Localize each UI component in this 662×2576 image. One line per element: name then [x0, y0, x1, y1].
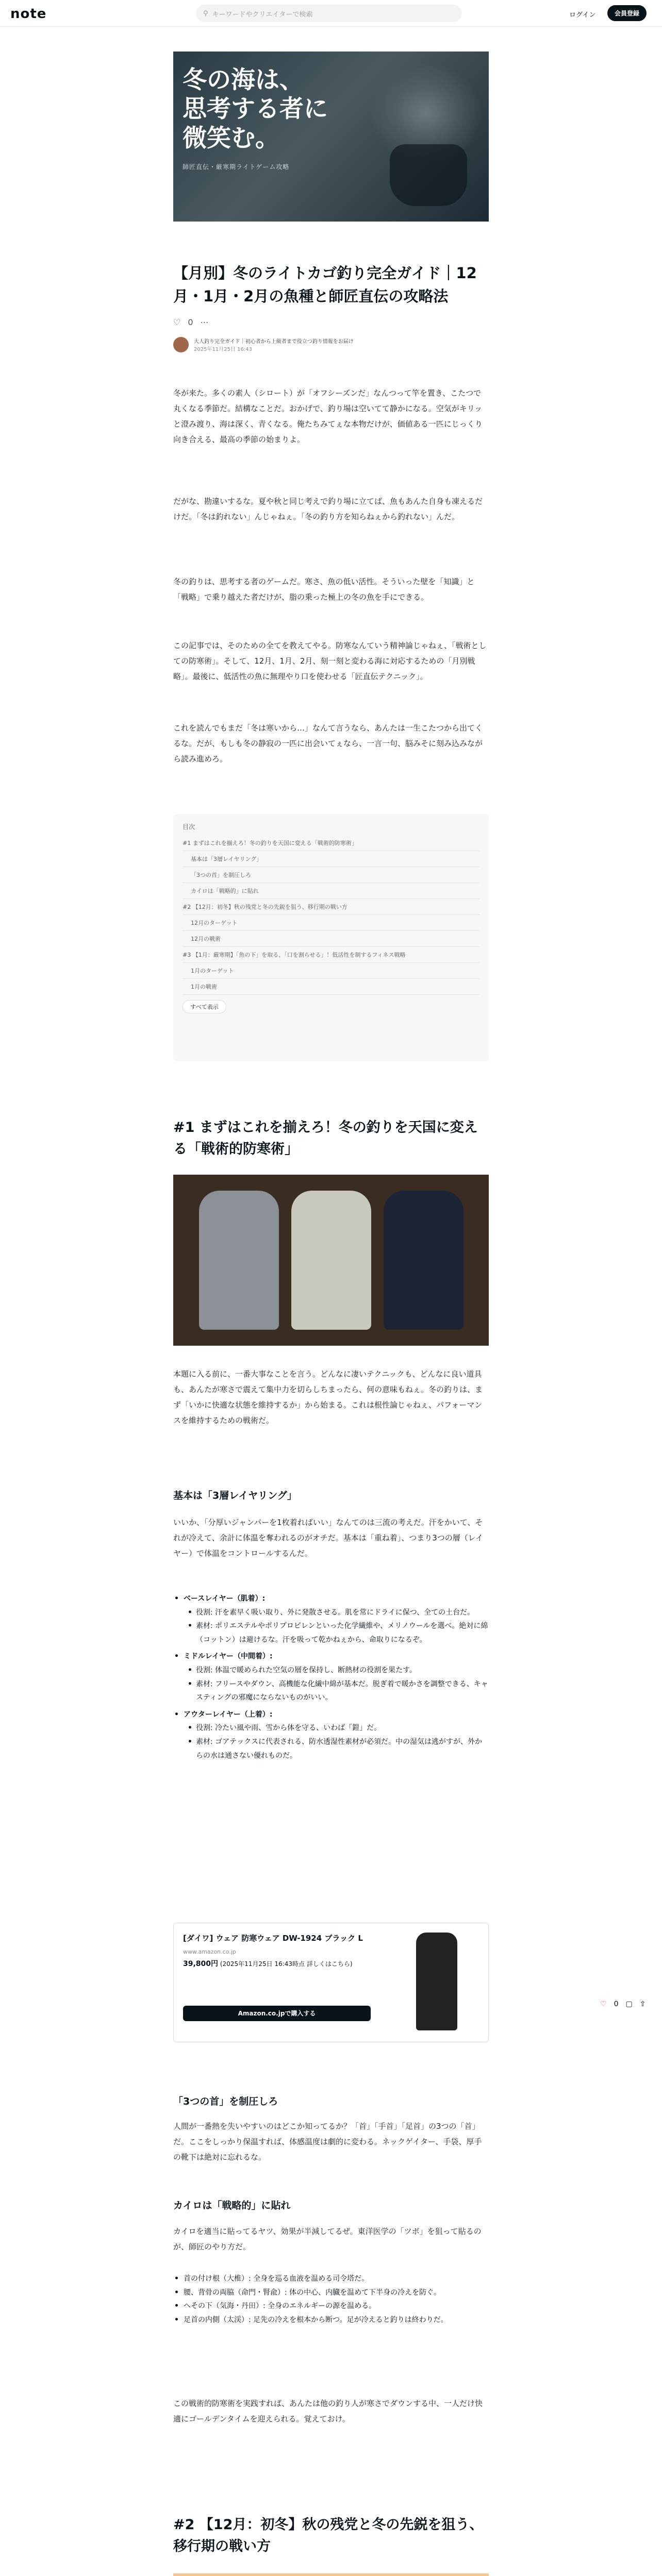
list-item: • アウターレイヤー（上着）: — [173, 1708, 489, 1722]
list-item: • 役割: 体温で暖められた空気の層を保持し、断熱材の役割を果たす。 — [173, 1664, 489, 1677]
product-url: www.amazon.co.jp — [183, 1948, 236, 1955]
sunset-coast-image — [173, 2573, 489, 2576]
list-item: • 素材: フリースやダウン、高機能な化繊中綿が基本だ。脱ぎ着で暖かさを調整できる、キャスティングの邪魔にならないものがいい。 — [173, 1677, 489, 1705]
author-name[interactable]: 大人釣り完全ガイド｜初心者から上級者まで役立つ釣り情報をお届け — [194, 339, 354, 345]
toc-item[interactable]: 「3つの首」を制圧しろ — [183, 867, 479, 883]
list-item: • ミドルレイヤー（中間着）: — [173, 1650, 489, 1664]
list-item: • 腰、背骨の両脇（命門・腎兪）: 体の中心、内臓を温めて下半身の冷えを防ぐ。 — [173, 2286, 489, 2300]
intro-paragraph: 冬が来た。多くの素人（シロート）が「オフシーズンだ」なんつって竿を置き、こたつで丸くなる季節だ。結構なことだ。おかげで、釣り場は空いてて静かになる。空気がキリッと澄み渡り、海は深く、青くなる。俺たちみてぇな本物だけが、価値ある一匹にじっくり向き合える、最高の季節の始まりよ。 — [173, 388, 483, 444]
toc-item[interactable]: 12月のターゲット — [183, 915, 479, 931]
floating-actions — [600, 2000, 646, 2008]
list-item: • 役割: 冷たい風や雨、雪から体を守る、いわば「鎧」だ。 — [173, 1721, 489, 1735]
post-date: 2025年11月25日 16:43 — [194, 347, 252, 352]
product-price: 39,800円 (2025年11月25日 16:43時点 詳しくはこちら) — [183, 1959, 353, 1968]
intro-paragraph: この記事では、そのための全てを教えてやる。防寒なんていう精神論じゃねぇ、「戦術としての防寒術」。そして、12月、1月、2月、刻一刻と変わる海に対応するための「月別戦略」。最後に、低活性の魚に無理やり口を使わせる「匠直伝テクニック」。 — [173, 641, 487, 681]
product-card[interactable] — [173, 1923, 489, 2042]
section-heading: #1 まずはこれを揃えろ！冬の釣りを天国に変える「戦術的防寒術」 — [173, 1120, 478, 1157]
subheading: 「3つの首」を制圧しろ — [173, 2096, 278, 2107]
signup-button[interactable]: 会員登録 — [607, 5, 647, 21]
intro-paragraph: 冬の釣りは、思考する者のゲームだ。寒さ、魚の低い活性。そういった壁を「知識」と「戦略」で乗り越えた者だけが、脂の乗った極上の冬の魚を手にできる。 — [173, 577, 475, 602]
list-item: • 素材: ゴアテックスに代表される、防水透湿性素材が必須だ。中の湿気は逃がすが、外からの水は通さない優れものだ。 — [173, 1735, 489, 1762]
subsection-paragraph: いいか、「分厚いジャンパーを1枚着ればいい」なんてのは三流の考えだ。汗をかいて、それが冷えて、余計に体温を奪われるのがオチだ。基本は「重ね着」、つまり3つの層（レイヤー）で体温をコントロールするんだ。 — [173, 1518, 483, 1558]
toc-item[interactable]: 12月の戦術 — [183, 931, 479, 947]
list-item: • 役割: 汗を素早く吸い取り、外に発散させる。肌を常にドライに保つ、全ての土台だ。 — [173, 1606, 489, 1620]
share-icon[interactable]: ⋯ — [200, 317, 209, 327]
hero-title: 冬の海は、 思考する者に 微笑む。 — [183, 66, 328, 152]
like-icon[interactable]: ♡ — [173, 317, 181, 327]
toc-heading: 目次 — [183, 823, 195, 831]
like-icon[interactable]: ♡ — [600, 2000, 607, 2008]
subsection-paragraph: カイロを適当に貼ってるヤツ、効果が半減してるぜ。東洋医学の「ツボ」を狙って貼るのが、師匠のやり方だ。 — [173, 2227, 482, 2251]
search-placeholder: キーワードやクリエイターで検索 — [212, 10, 313, 19]
section-heading: #2 【12月：初冬】秋の残党と冬の先鋭を狙う、移行期の戦い方 — [173, 2517, 484, 2554]
intro-paragraph: だがな、勘違いするな。夏や秋と同じ考えで釣り場に立てば、魚もあんた自身も凍えるだけだ。「冬は釣れない」んじゃねぇ。「冬の釣り方を知らねぇから釣れない」んだ。 — [173, 497, 483, 521]
toc-item[interactable]: #1 まずはこれを揃えろ！冬の釣りを天国に変える「戦術的防寒術」 — [183, 835, 479, 851]
subheading: カイロは「戦略的」に貼れ — [173, 2200, 291, 2211]
jackets-image — [173, 1175, 489, 1346]
login-link[interactable]: ログイン — [569, 11, 596, 19]
author-block[interactable] — [173, 337, 489, 352]
share-icon[interactable]: ⇧ — [639, 2000, 646, 2008]
beige-jacket-graphic — [291, 1191, 371, 1330]
article-title: 【月別】冬のライトカゴ釣り完全ガイド｜12月・1月・2月の魚種と師匠直伝の攻略法 — [173, 264, 477, 305]
buy-button[interactable]: Amazon.co.jpで購入する — [183, 2006, 371, 2021]
navy-jacket-graphic — [384, 1191, 464, 1330]
list-item: • へその下（気海・丹田）: 全身のエネルギーの源を温める。 — [173, 2299, 489, 2313]
toc-item[interactable]: 基本は「3層レイヤリング」 — [183, 851, 479, 867]
section-paragraph: 本題に入る前に、一番大事なことを言う。どんなに凄いテクニックも、どんなに良い道具も、あんたが寒さで震えて集中力を切らしちまったら、何の意味もねぇ。冬の釣りは、まず「いかに快適な状態を維持するか」から始まる。これは根性論じゃねぇ、パフォーマンスを維持するための戦術だ。 — [173, 1369, 483, 1425]
gray-jacket-graphic — [199, 1191, 279, 1330]
coffee-cup-graphic — [390, 144, 467, 206]
list-item: • 素材: ポリエステルやポリプロピレンといった化学繊維や、メリノウールを選べ。絶対に綿（コットン）は避けるな。汗を吸って乾かねぇから、命取りになるぞ。 — [173, 1619, 489, 1647]
subsection-paragraph: 人間が一番熱を失いやすいのはどこか知ってるか？「首」「手首」「足首」の3つの「首」だ。ここをしっかり保温すれば、体感温度は劇的に変わる。ネックゲイター、手袋、厚手の靴下は絶対に忘れるな。 — [173, 2122, 482, 2162]
toc-item[interactable]: 1月の戦術 — [183, 979, 479, 995]
table-of-contents — [173, 814, 489, 1061]
layer-list — [173, 1592, 489, 1762]
toc-item[interactable]: 1月のターゲット — [183, 963, 479, 979]
like-count: 0 — [614, 2000, 619, 2008]
toc-item[interactable]: #3 【1月：厳寒期】「魚の下」を取る、「口を割らせる」！低活性を制するフィネス戦略 — [183, 947, 479, 963]
intro-paragraph: これを読んでもまだ「冬は寒いから…」なんて言うなら、あんたは一生こたつから出てくるな。だが、もしも冬の静寂の一匹に出会いてぇなら、一言一句、脳みそに刻み込みながら読み進めろ。 — [173, 723, 483, 764]
product-image[interactable] — [416, 1933, 457, 2030]
kairo-list — [173, 2272, 489, 2327]
hero-image — [173, 52, 489, 222]
list-item: • 首の付け根（大椎）: 全身を巡る血液を温める司令塔だ。 — [173, 2272, 489, 2286]
avatar[interactable] — [173, 337, 189, 352]
product-name[interactable]: [ダイワ] ウェア 防寒ウェア DW-1924 ブラック L — [183, 1934, 363, 1943]
section-closing: この戦術的防寒術を実践すれば、あんたは他の釣り人が寒さでダウンする中、一人だけ快適にゴールデンタイムを迎えられる。覚えておけ。 — [173, 2399, 483, 2424]
subheading: 基本は「3層レイヤリング」 — [173, 1490, 297, 1501]
toc-item[interactable]: カイロは「戦略的」に貼れ — [183, 883, 479, 899]
list-item: • 足首の内側（太渓）: 足先の冷えを根本から断つ。足が冷えると釣りは終わりだ。 — [173, 2313, 489, 2327]
note-logo[interactable]: note — [10, 6, 47, 22]
article-actions — [173, 317, 489, 327]
search-input[interactable] — [196, 5, 462, 22]
top-bar — [0, 0, 662, 27]
hero-subtitle: 師匠直伝・厳寒期ライトゲーム攻略 — [183, 163, 290, 171]
toc-show-all-button[interactable]: すべて表示 — [183, 1000, 226, 1013]
like-count: 0 — [188, 317, 193, 327]
comment-icon[interactable]: ▢ — [625, 2000, 633, 2008]
toc-item[interactable]: #2 【12月：初冬】秋の残党と冬の先鋭を狙う、移行期の戦い方 — [183, 899, 479, 915]
search-icon: ⚲ — [203, 9, 208, 18]
list-item: • ベースレイヤー（肌着）: — [173, 1592, 489, 1606]
